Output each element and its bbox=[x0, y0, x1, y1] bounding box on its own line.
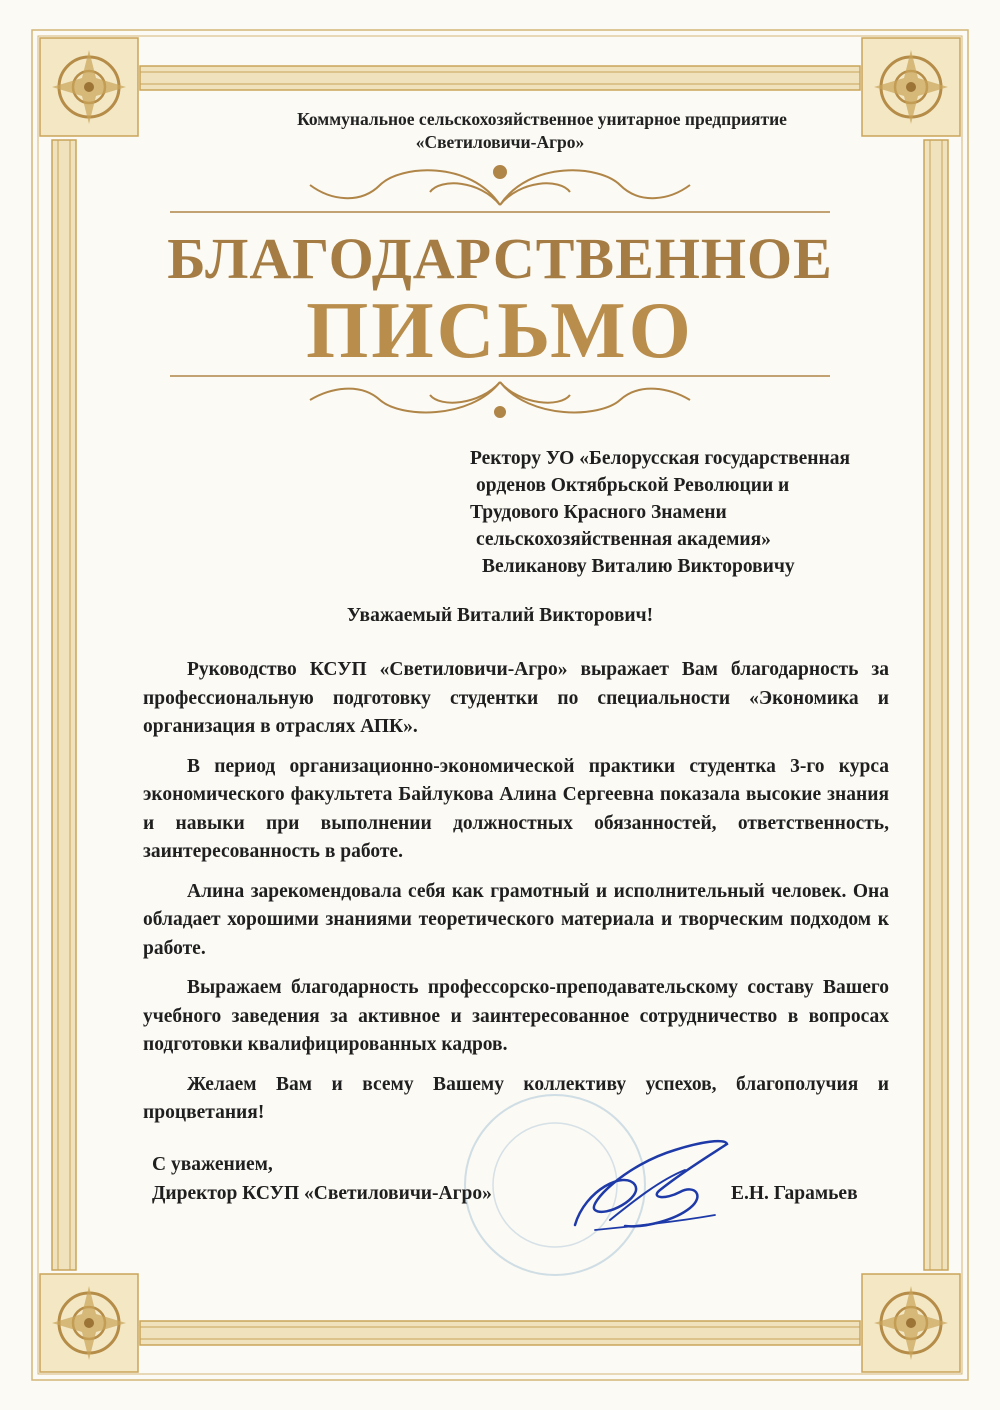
body-paragraph: Руководство КСУП «Светиловичи-Агро» выражает Вам благодарность за профессиональную подготовку студентки по специальности «Экономика и организация в отраслях АПК». bbox=[143, 659, 889, 737]
closing-regards: С уважением, bbox=[152, 1154, 273, 1175]
addressee-line: Трудового Красного Знамени bbox=[470, 502, 727, 523]
document-title-line-1: БЛАГОДАРСТВЕННОЕ bbox=[167, 226, 833, 291]
body-paragraph: Алина зарекомендовала себя как грамотный и исполнительный человек. Она обладает хорошими знаниями теоретического материала и творческим подходом к работе. bbox=[143, 880, 889, 959]
title-flourish-top bbox=[170, 166, 830, 212]
organization-name: Коммунальное сельскохозяйственное унитарное предприятие bbox=[297, 109, 787, 129]
addressee-line: сельскохозяйственная академия» bbox=[476, 529, 771, 550]
addressee-block bbox=[470, 445, 940, 580]
addressee-line: орденов Октябрьской Революции и bbox=[476, 475, 790, 496]
signature-mark bbox=[565, 1130, 735, 1240]
closing-block bbox=[152, 1150, 552, 1208]
signer-position: Директор КСУП «Светиловичи-Агро» bbox=[152, 1183, 492, 1204]
title-flourish-bottom bbox=[170, 376, 830, 417]
corner-ornament-bottom-left bbox=[40, 1274, 138, 1372]
organization-short-name: «Светиловичи-Агро» bbox=[415, 132, 585, 152]
signer-name: Е.Н. Гарамьев bbox=[731, 1183, 858, 1204]
letter-body bbox=[143, 656, 889, 1139]
body-paragraph: Выражаем благодарность профессорско-преподавательскому составу Вашего учебного заведения за активное и заинтересованное сотрудничество в вопросах подготовки квалифицированных кадров. bbox=[143, 977, 889, 1055]
salutation: Уважаемый Виталий Викторович! bbox=[346, 605, 654, 626]
document-title-line-2: ПИСЬМО bbox=[306, 287, 694, 375]
corner-ornament-bottom-right bbox=[862, 1274, 960, 1372]
addressee-line: Ректору УО «Белорусская государственная bbox=[470, 448, 851, 469]
body-paragraph: Желаем Вам и всему Вашему коллективу успехов, благополучия и процветания! bbox=[143, 1073, 889, 1123]
addressee-line: Великанову Виталию Викторовичу bbox=[482, 556, 795, 577]
body-paragraph: В период организационно-экономической практики студентка 3-го курса экономического факультета Байлукова Алина Сергеевна показала высокие знания и навыки при выполнении должностных обязанностей, ответственность, заинтересованность в работе. bbox=[143, 755, 889, 862]
